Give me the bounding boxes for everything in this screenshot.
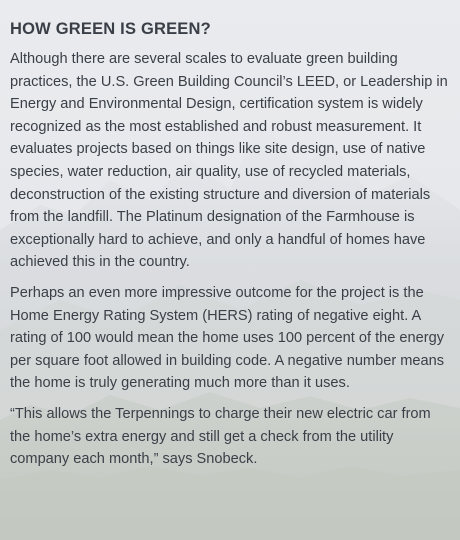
paragraph-hers: Perhaps an even more impressive outcome for the project is the Home Energy Rating System (HERS) rating of negative eight. A rating of 100 would mean the home uses 100 percent of the energy per square foot allowed in building code. A negative number means the home is truly generating much more than it uses. xyxy=(10,284,445,392)
paragraph-leed: Although there are several scales to evaluate green building practices, the U.S. Green Building Council’s LEED, or Leadership in Energy and Environmental Design, certification system is widely recognized as the most established and robust measurement. It evaluates projects based on things like site design, use of native species, water reduction, air quality, use of recycled materials, deconstruction of the existing structure and diversion of materials from the landfill. The Platinum designation of the Farmhouse is exceptionally hard to achieve, and only a handful of homes have achieved this in the country. xyxy=(10,51,448,271)
section-heading: HOW GREEN IS GREEN? xyxy=(10,20,211,38)
paragraph-quote: “This allows the Terpennings to charge their new electric car from the home’s extra energy and still get a check from the utility company each month,” says Snobeck. xyxy=(10,405,431,468)
